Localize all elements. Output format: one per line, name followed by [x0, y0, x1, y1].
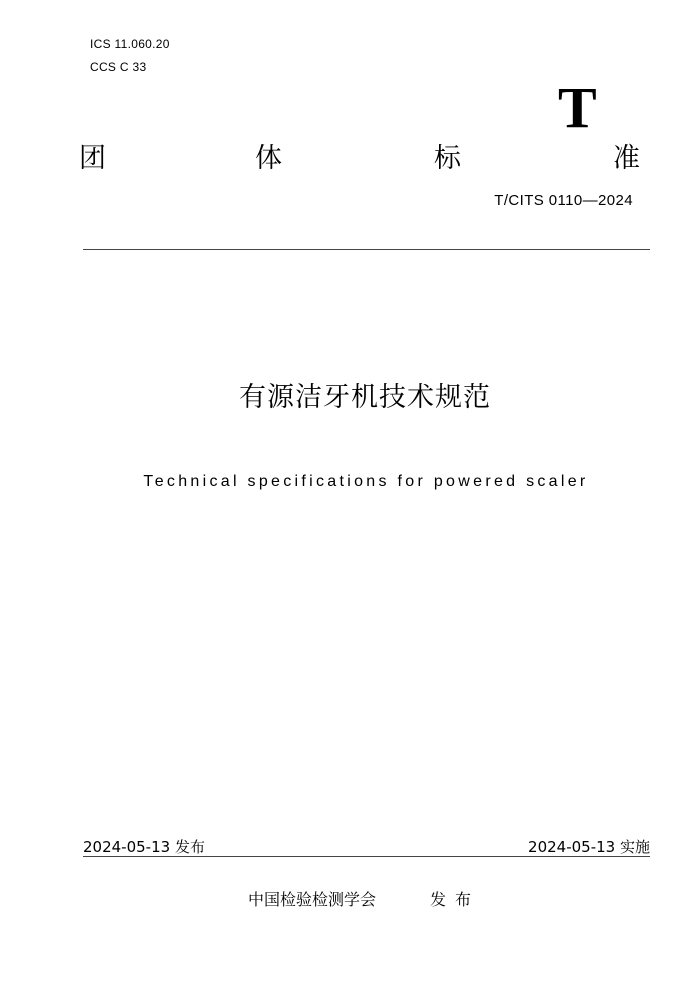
standard-number: T/CITS 0110—2024 [494, 192, 633, 209]
issue-label: 发布 [430, 890, 481, 909]
ics-code: ICS 11.060.20 [90, 37, 170, 51]
standard-mark-letter: T [558, 75, 597, 140]
publish-date: 2024-05-13 发布 [83, 838, 205, 856]
header-divider [83, 249, 650, 250]
implement-date: 2024-05-13 实施 [528, 838, 650, 856]
document-title-chinese: 有源洁牙机技术规范 [239, 382, 491, 413]
ccs-code: CCS C 33 [90, 60, 147, 74]
standard-type-char: 标 [434, 143, 461, 174]
standard-type-char: 团 [79, 143, 106, 174]
document-title-english: Technical specifications for powered scaler [143, 473, 589, 490]
footer-divider [83, 856, 650, 857]
issuer-name: 中国检验检测学会 [248, 890, 377, 909]
standard-type-char: 准 [613, 143, 640, 174]
standard-type-char: 体 [255, 143, 282, 174]
